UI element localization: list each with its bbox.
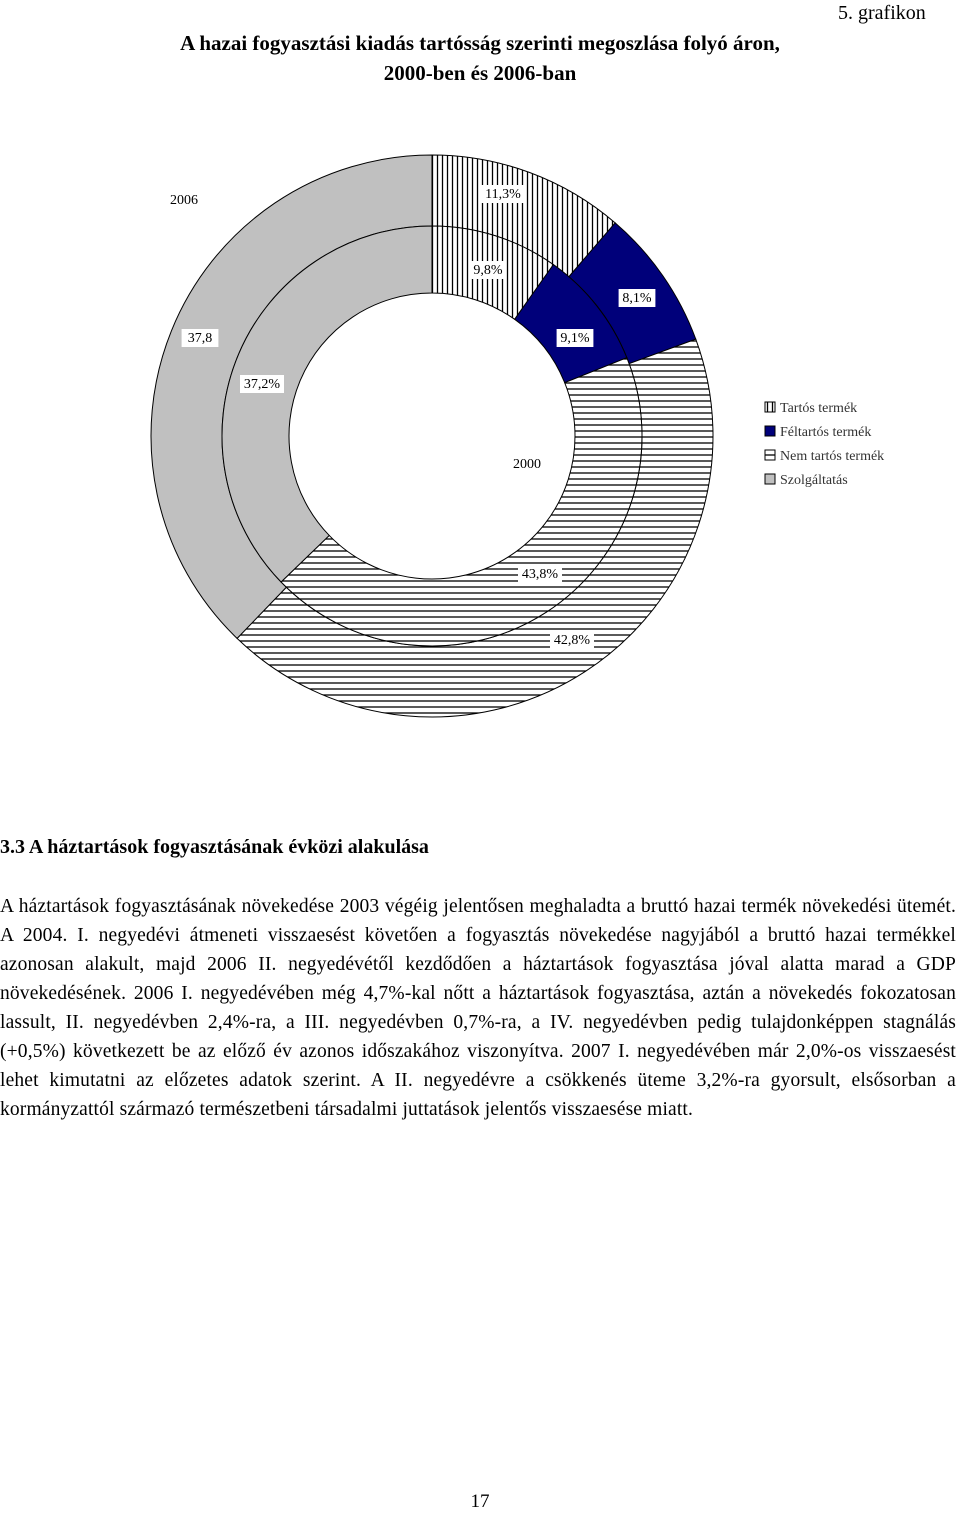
data-label-2006-2: 8,1% [622,291,652,306]
figure-title-line1: A hazai fogyasztási kiadás tartósság szerinti megoszlása folyó áron, [180,31,780,55]
legend-swatch-4 [765,474,775,484]
legend-swatch-3 [765,450,775,460]
legend-label-4: Szolgáltatás [780,473,848,488]
figure-title [60,28,900,88]
body-paragraph: A háztartások fogyasztásának növekedése 2003 végéig jelentősen meghaladta a bruttó hazai termék növekedési ütemét. A 2004. I. negyedévi átmeneti visszaesést követően a fogyasztás növekedése nagyjából a bruttó hazai termékkel azonosan alakult, majd 2006 II. negyedévétől kezdődően a háztartások fogyasztása jóval alatta marad a GDP növekedésének. 2006 I. negyedévében még 4,7%-kal nőtt a háztartások fogyasztása, aztán a növekedés fokozatosan lassult, II. negyedévben 2,4%-ra, a III. negyedévben 0,7%-ra, a IV. negyedévben pedig tulajdonképpen stagnálás (+0,5%) következett be az előző év azonos időszakához viszonyítva. 2007 I. negyedévében már 2,0%-os visszaesést lehet kimutatni az előzetes adatok szerint. A II. negyedévre a csökkenés üteme 3,2%-ra gyorsult, elsősorban a kormányzattól származó természetbeni társadalmi juttatások jelentős visszaesése miatt. [0,896,956,1120]
donut-slices [151,155,713,717]
series-label-2006: 2006 [170,193,198,208]
legend-label-3: Nem tartós termék [780,449,885,464]
legend-label-1: Tartós termék [780,401,858,416]
section-heading: 3.3 A háztartások fogyasztásának évközi alakulása [0,836,429,858]
legend-swatch-2 [765,426,775,436]
page-number: 17 [470,1491,490,1512]
legend-label-2: Féltartós termék [780,425,872,440]
data-label-2006-4: 37,8 [187,331,213,346]
data-label-2000-1: 9,8% [473,263,503,278]
data-label-2006-1: 11,3% [485,187,521,202]
series-label-2000: 2000 [513,457,541,472]
figure-title-line2: 2000-ben és 2006-ban [383,61,577,85]
data-label-2000-2: 9,1% [560,331,590,346]
donut-chart [0,140,960,780]
data-label-2006-3: 42,8% [553,633,591,648]
chart-legend [765,401,884,488]
data-label-2000-4: 37,2% [243,377,281,392]
legend-swatch-1 [765,402,775,412]
figure-label: 5. grafikon [838,2,926,24]
data-label-2000-3: 43,8% [521,567,559,582]
